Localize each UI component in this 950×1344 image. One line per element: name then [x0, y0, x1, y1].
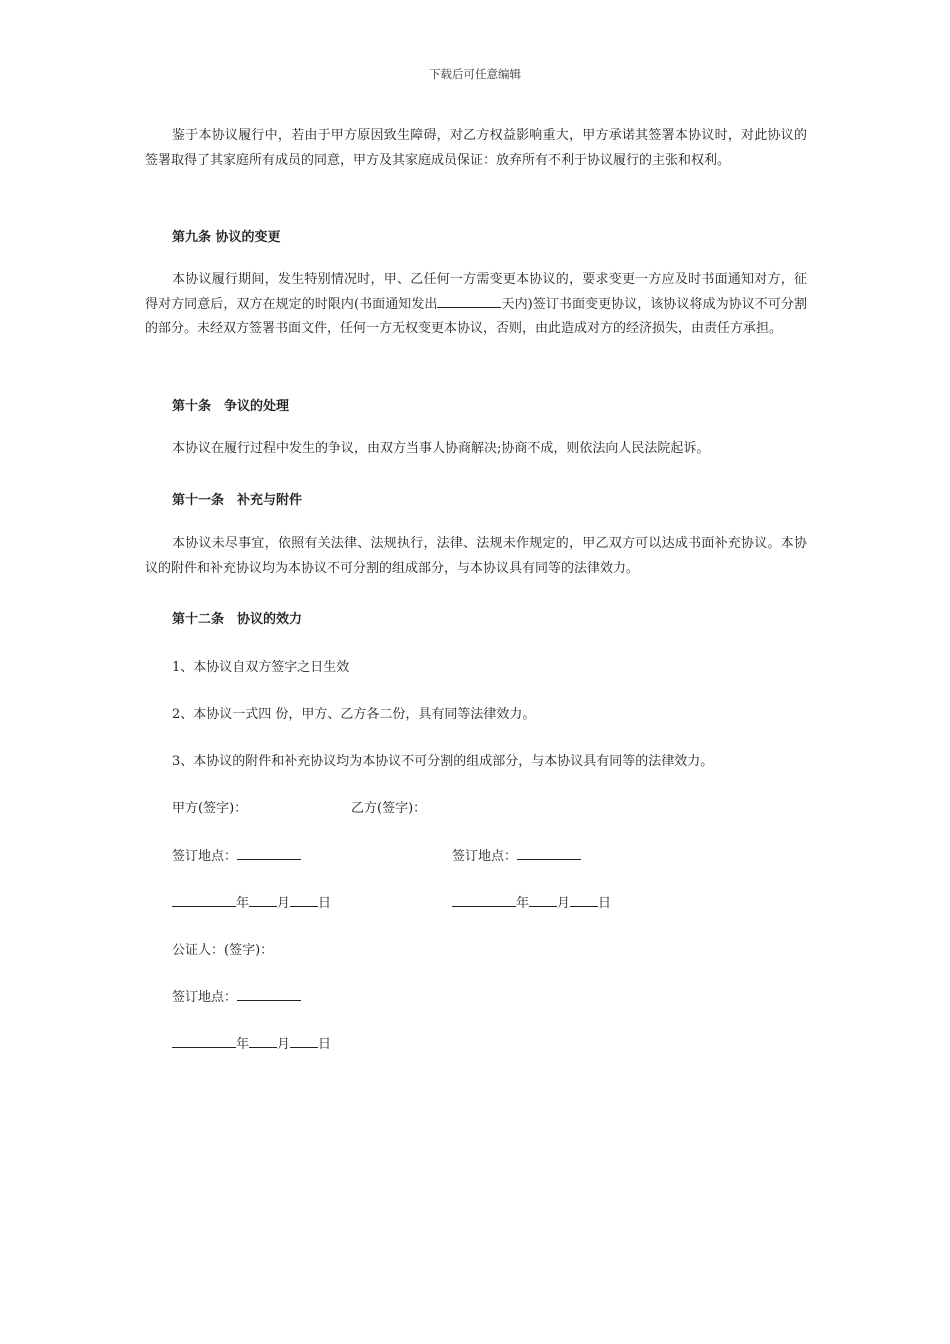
article-9-paragraph: [145, 268, 807, 342]
notary-place-blank: [237, 986, 301, 1001]
party-b-month-blank: [529, 892, 557, 907]
article-12-item-3: 3、本协议的附件和补充协议均为本协议不可分割的组成部分，与本协议具有同等的法律效力。: [172, 754, 714, 769]
party-a-day-blank: [290, 892, 318, 907]
notary-month-blank: [249, 1033, 277, 1048]
month-label: 月: [277, 1037, 291, 1052]
party-b-place-label: 签订地点：: [452, 849, 518, 864]
day-label: 日: [318, 896, 332, 911]
article-12-item-2: 2、本协议一式四 份，甲方、乙方各二份，具有同等法律效力。: [172, 707, 536, 722]
notary-signature-label: 公证人：(签字)：: [172, 943, 274, 958]
party-a-signature-label: 甲方(签字)：: [172, 801, 248, 816]
notary-day-blank: [290, 1033, 318, 1048]
notary-place-label: 签订地点：: [172, 990, 238, 1005]
article-10-paragraph: 本协议在履行过程中发生的争议，由双方当事人协商解决;协商不成，则依法向人民法院起诉。: [172, 441, 710, 456]
party-a-year-blank: [172, 892, 236, 907]
day-label: 日: [598, 896, 612, 911]
party-b-day-blank: [570, 892, 598, 907]
page-header: 下载后可任意编辑: [429, 67, 521, 81]
party-b-place-blank: [517, 845, 581, 860]
year-label: 年: [236, 1037, 250, 1052]
days-blank: [437, 293, 501, 308]
month-label: 月: [557, 896, 571, 911]
party-a-month-blank: [249, 892, 277, 907]
party-a-place-blank: [237, 845, 301, 860]
party-b-signature-label: 乙方(签字)：: [351, 801, 427, 816]
party-b-place-row: [452, 845, 581, 864]
article-11-heading: 第十一条 补充与附件: [172, 493, 303, 508]
year-label: 年: [516, 896, 530, 911]
party-a-place-label: 签订地点：: [172, 849, 238, 864]
intro-paragraph: 鉴于本协议履行中，若由于甲方原因致生障碍，对乙方权益影响重大，甲方承诺其签署本协议时，对此协议的签署取得了其家庭所有成员的同意，甲方及其家庭成员保证：放弃所有不利于协议履行的主张和权利。: [145, 128, 807, 168]
day-label: 日: [318, 1037, 332, 1052]
year-label: 年: [236, 896, 250, 911]
month-label: 月: [277, 896, 291, 911]
party-b-year-blank: [452, 892, 516, 907]
party-a-date-row: [172, 892, 331, 911]
article-10-heading: 第十条 争议的处理: [172, 399, 290, 414]
party-a-place-row: [172, 845, 301, 864]
notary-year-blank: [172, 1033, 236, 1048]
article-9-text-part1: 本协议履行期间，发生特别情况时，甲、乙任何一方需变更本协议的，要求变更一方应及时书面通知对方，征得对方同意后，双方在规定的时限内(书面通知发出: [145, 272, 807, 312]
party-b-date-row: [452, 892, 611, 911]
article-9-heading: 第九条 协议的变更: [172, 230, 281, 245]
article-12-heading: 第十二条 协议的效力: [172, 612, 303, 627]
notary-place-row: [172, 986, 301, 1005]
article-9-text-part2: 天内)签订书面变更协议，该协议将成为协议不可分割的部分。未经双方签署书面文件，任何一方无权变更本协议，否则，由此造成对方的经济损失，由责任方承担。: [145, 296, 807, 336]
article-12-item-1: 1、本协议自双方签字之日生效: [172, 660, 350, 675]
notary-date-row: [172, 1033, 331, 1052]
article-11-paragraph: 本协议未尽事宜，依照有关法律、法规执行，法律、法规未作规定的，甲乙双方可以达成书面补充协议。本协议的附件和补充协议均为本协议不可分割的组成部分，与本协议具有同等的法律效力。: [145, 536, 807, 576]
